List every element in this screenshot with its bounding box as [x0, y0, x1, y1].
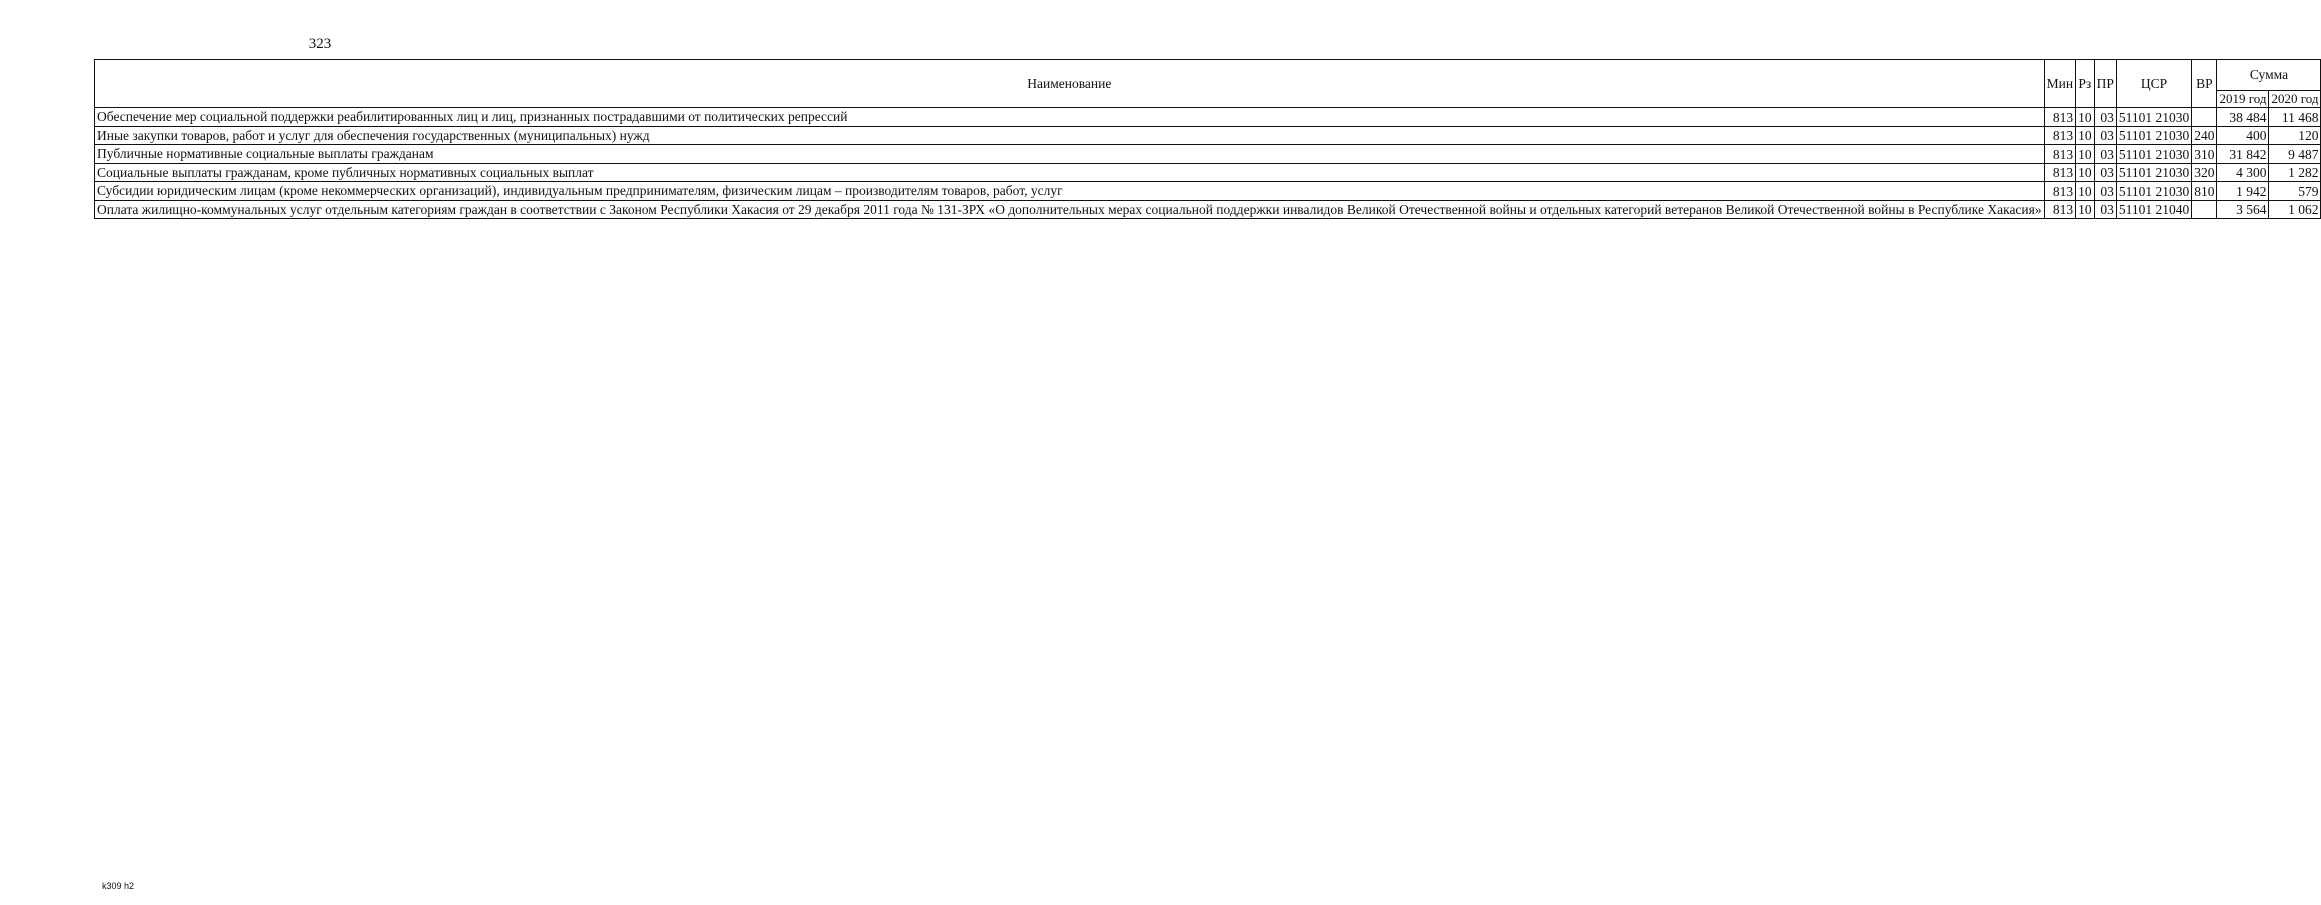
- row-pr: 03: [2094, 108, 2116, 127]
- header-csr: ЦСР: [2116, 60, 2191, 108]
- row-csr: 51101 21030: [2116, 126, 2191, 145]
- row-sum-2020: 120: [2269, 126, 2321, 145]
- row-name: Субсидии юридическим лицам (кроме некоммерческих организаций), индивидуальным предпринимателям, физическим лицам – производителям товаров, работ, услуг: [95, 182, 2045, 201]
- row-csr: 51101 21040: [2116, 200, 2191, 219]
- row-sum-2019: 3 564: [2217, 200, 2269, 219]
- table-row: [95, 126, 2321, 145]
- row-rz: 10: [2076, 200, 2095, 219]
- header-vr: ВР: [2192, 60, 2217, 108]
- row-sum-2020: 1 282: [2269, 163, 2321, 182]
- row-sum-2020: 9 487: [2269, 145, 2321, 164]
- row-sum-2020: 1 062: [2269, 200, 2321, 219]
- table-row: [95, 145, 2321, 164]
- header-rz: Рз: [2076, 60, 2095, 108]
- row-vr: 240: [2192, 126, 2217, 145]
- row-rz: 10: [2076, 108, 2095, 127]
- row-rz: 10: [2076, 163, 2095, 182]
- row-sum-2019: 31 842: [2217, 145, 2269, 164]
- row-sum-2019: 38 484: [2217, 108, 2269, 127]
- header-year-2020: 2020 год: [2269, 91, 2321, 108]
- row-name: Иные закупки товаров, работ и услуг для обеспечения государственных (муниципальных) нужд: [95, 126, 2045, 145]
- row-csr: 51101 21030: [2116, 108, 2191, 127]
- header-min: Мин: [2044, 60, 2075, 108]
- row-csr: 51101 21030: [2116, 182, 2191, 201]
- row-pr: 03: [2094, 126, 2116, 145]
- row-pr: 03: [2094, 200, 2116, 219]
- row-rz: 10: [2076, 126, 2095, 145]
- row-name: Публичные нормативные социальные выплаты гражданам: [95, 145, 2045, 164]
- row-csr: 51101 21030: [2116, 163, 2191, 182]
- row-min: 813: [2044, 145, 2075, 164]
- row-vr: 310: [2192, 145, 2217, 164]
- row-vr: 320: [2192, 163, 2217, 182]
- row-rz: 10: [2076, 145, 2095, 164]
- row-pr: 03: [2094, 145, 2116, 164]
- row-sum-2019: 1 942: [2217, 182, 2269, 201]
- row-rz: 10: [2076, 182, 2095, 201]
- row-min: 813: [2044, 182, 2075, 201]
- table-row: [95, 200, 2321, 219]
- header-pr: ПР: [2094, 60, 2116, 108]
- row-pr: 03: [2094, 182, 2116, 201]
- row-sum-2019: 4 300: [2217, 163, 2269, 182]
- row-pr: 03: [2094, 163, 2116, 182]
- row-min: 813: [2044, 108, 2075, 127]
- header-name: Наименование: [95, 60, 2045, 108]
- row-sum-2020: 579: [2269, 182, 2321, 201]
- table-row: [95, 182, 2321, 201]
- row-sum-2020: 11 468: [2269, 108, 2321, 127]
- row-name: Обеспечение мер социальной поддержки реабилитированных лиц и лиц, признанных пострадавшими от политических репрессий: [95, 108, 2045, 127]
- row-min: 813: [2044, 200, 2075, 219]
- footer-code: k309 h2: [102, 881, 135, 891]
- header-year-2019: 2019 год: [2217, 91, 2269, 108]
- page-number: 323: [308, 36, 332, 52]
- table-row: [95, 108, 2321, 127]
- row-min: 813: [2044, 163, 2075, 182]
- row-vr: [2192, 200, 2217, 219]
- row-name: Социальные выплаты гражданам, кроме публичных нормативных социальных выплат: [95, 163, 2045, 182]
- row-min: 813: [2044, 126, 2075, 145]
- row-vr: [2192, 108, 2217, 127]
- budget-table: [94, 59, 2321, 219]
- header-sum: Сумма: [2217, 60, 2321, 91]
- row-vr: 810: [2192, 182, 2217, 201]
- row-name: Оплата жилищно-коммунальных услуг отдельным категориям граждан в соответствии с Законом Республики Хакасия от 29 декабря 2011 года № 131-ЗРХ «О дополнительных мерах социальной поддержки инвалидов Великой Отечественной войны и отдельных категорий ветеранов Великой Отечественной войны в Республике Хакасия»: [95, 200, 2045, 219]
- table-row: [95, 163, 2321, 182]
- row-csr: 51101 21030: [2116, 145, 2191, 164]
- row-sum-2019: 400: [2217, 126, 2269, 145]
